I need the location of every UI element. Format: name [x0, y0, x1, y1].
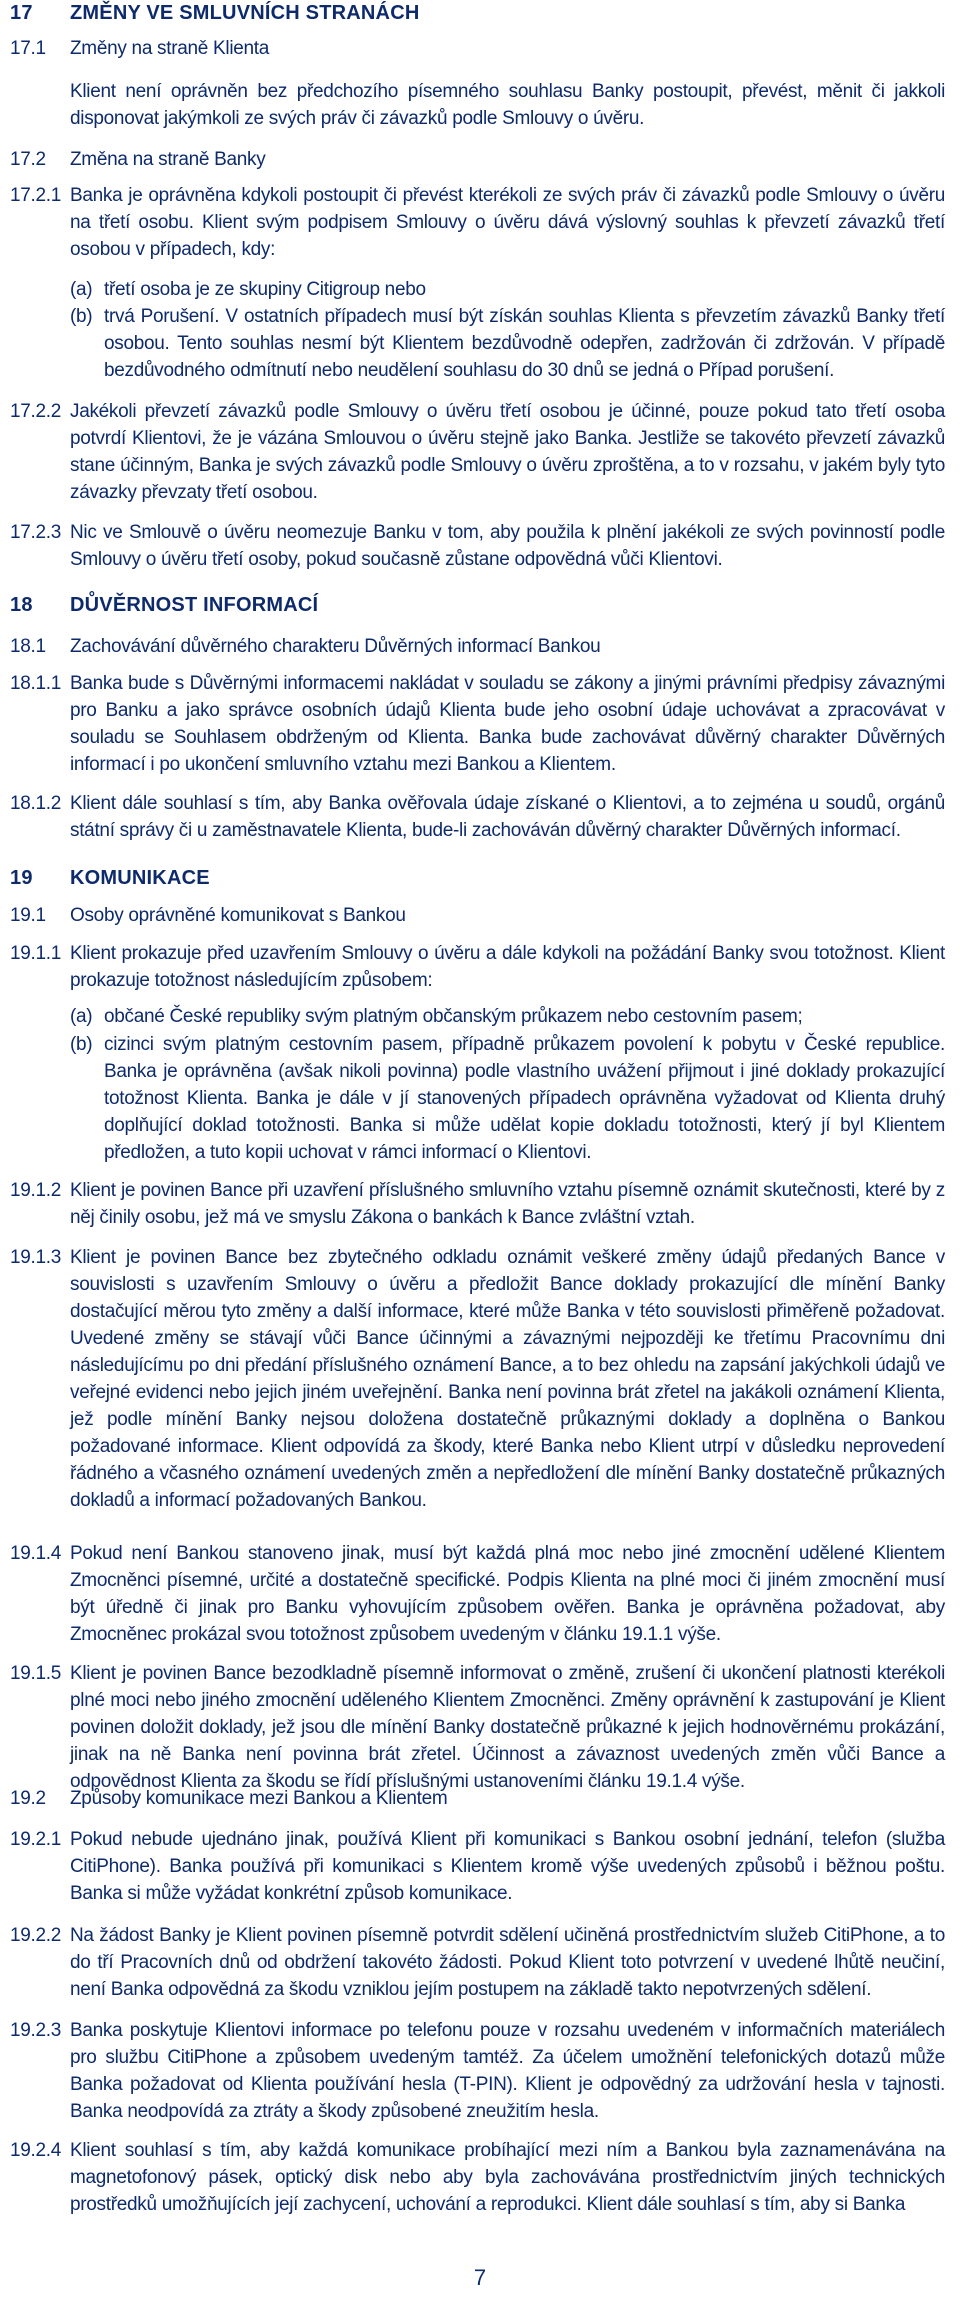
list-text: cizinci svým platným cestovním pasem, případně průkazem povolení k pobytu v České republice. Banka je oprávněna (avšak nikoli povinna) podle vlastního uvážení přijmout i jiné doklady prokazující totožnost Klienta. Banka je dále v jí stanovených případech oprávněna vyžadovat od Klienta druhý doplňující doklad totožnosti. Banka si může udělat kopie dokladu totožnosti, který jí byl Klientem předložen, a tuto kopii uchovat v rámci informací o Klientovi. [104, 1034, 945, 1163]
section-title: Změna na straně Banky [70, 149, 266, 170]
section-heading-19 [10, 865, 945, 892]
clause-number: 17.2.3 [10, 522, 62, 543]
clause-text: Klient je povinen Bance bez zbytečného odkladu oznámit veškeré změny údajů předaných Bance v souvislosti s uzavřením Smlouvy o úvěru a předložit Bance doklady prokazující dle mínění Banky dostačující měrou tyto změny a další informace, které může Banka v této souvislosti přiměřeně požadovat. Uvedené změny se stávají vůči Bance účinnými a závaznými nejpozději ke třetímu Pracovnímu dni následujícímu po dni předání příslušného oznámení Bance, a to bez ohledu na zapsání jakýchkoli údajů ve veřejné evidenci nebo jejich jiném uveřejnění. Banka není povinna brát zřetel na jakákoli oznámení Klienta, jež podle mínění Banky nejsou doložena dostatečně průkaznými doklady a doplněna o Bankou požadované informace. Klient odpovídá za škody, které Banka nebo Klient utrpí v důsledku neprovedení řádného a včasného oznámení uvedených změn a nepředložení dle mínění Banky dostatečně průkazných dokladů a informací požadovaných Bankou. [70, 1247, 945, 1511]
section-number: 17.2 [10, 149, 46, 170]
clause-number: 19.2.3 [10, 2020, 62, 2041]
list-item-a [70, 276, 945, 303]
subsection-heading-18-1 [10, 633, 945, 660]
clause-19-2-3 [10, 2017, 945, 2125]
clause-19-2-2 [10, 1922, 945, 2003]
list-item-b [70, 303, 945, 384]
list-item-a [70, 1003, 945, 1030]
clause-number: 17.2.1 [10, 185, 62, 206]
clause-number: 19.1.2 [10, 1180, 62, 1201]
clause-19-1-5 [10, 1660, 945, 1795]
clause-number: 19.1.4 [10, 1543, 62, 1564]
list-item-b [70, 1031, 945, 1166]
clause-text: Pokud není Bankou stanoveno jinak, musí být každá plná moc nebo jiné zmocnění udělené Klientem Zmocněnci písemné, určité a dostatečně specifické. Podpis Klienta na plné moci či jiném zmocnění musí být úředně či jinak pro Banku vyhovujícím způsobem ověřen. Banka je oprávněna požadovat, aby Zmocněnec prokázal svou totožnost způsobem uvedeným v článku 19.1.1 výše. [70, 1543, 945, 1645]
clause-text: Banka je oprávněna kdykoli postoupit či převést kterékoli ze svých práv či závazků podle Smlouvy o úvěru na třetí osobu. Klient svým podpisem Smlouvy o úvěru dává výslovný souhlas k převzetí závazků třetí osobou v případech, kdy: [70, 185, 945, 260]
clause-text: Pokud nebude ujednáno jinak, používá Klient při komunikaci s Bankou osobní jednání, telefon (služba CitiPhone). Banka používá při komunikaci s Klientem kromě výše uvedených způsobů i běžnou poštu. Banka si může vyžádat konkrétní způsob komunikace. [70, 1829, 945, 1904]
clause-19-2-1 [10, 1826, 945, 1907]
subsection-heading-17-2 [10, 146, 945, 173]
section-title: DŮVĚRNOST INFORMACÍ [70, 594, 319, 616]
section-number: 19.1 [10, 905, 46, 926]
list-label: (b) [70, 306, 93, 327]
section-title: Zachovávání důvěrného charakteru Důvěrných informací Bankou [70, 636, 601, 657]
clause-19-2-4 [10, 2137, 945, 2218]
section-heading-17 [10, 0, 945, 27]
clause-number: 18.1.1 [10, 673, 62, 694]
clause-17-2-2 [10, 398, 945, 506]
clause-17-2-3 [10, 519, 945, 573]
clause-text: Jakékoli převzetí závazků podle Smlouvy o úvěru třetí osobou je účinné, pouze pokud tato třetí osoba potvrdí Klientovi, že je vázána Smlouvou o úvěru stejně jako Banka. Jestliže se takovéto převzetí závazků stane účinným, Banka je svých závazků podle Smlouvy o úvěru zproštěna, a to v rozsahu, v jakém byly tyto závazky převzaty třetí osobou. [70, 401, 945, 503]
section-number: 18.1 [10, 636, 46, 657]
clause-number: 19.2.4 [10, 2140, 62, 2161]
subsection-heading-17-1 [10, 35, 945, 62]
section-title: Způsoby komunikace mezi Bankou a Klientem [70, 1788, 448, 1809]
clause-number: 17.2.2 [10, 401, 62, 422]
list-label: (a) [70, 1006, 93, 1027]
clause-text: Klient dále souhlasí s tím, aby Banka ověřovala údaje získané o Klientovi, a to zejména u soudů, orgánů státní správy či u zaměstnavatele Klienta, bude-li zachováván důvěrný charakter Důvěrných informací. [70, 793, 945, 841]
clause-text: Klient prokazuje před uzavřením Smlouvy o úvěru a dále kdykoli na požádání Banky svou totožnost. Klient prokazuje totožnost následujícím způsobem: [70, 943, 945, 991]
list-text: občané České republiky svým platným občanským průkazem nebo cestovním pasem; [104, 1006, 803, 1027]
list-label: (a) [70, 279, 93, 300]
clause-number: 19.1.3 [10, 1247, 62, 1268]
subsection-heading-19-2 [10, 1785, 945, 1812]
page-number: 7 [473, 2265, 487, 2290]
clause-text: Na žádost Banky je Klient povinen písemně potvrdit sdělení učiněná prostřednictvím služeb CitiPhone, a to do tří Pracovních dnů od obdržení takovéto žádosti. Pokud Klient toto potvrzení v uvedené lhůtě neučiní, není Banka odpovědná za škodu vzniklou jejím postupem na základě takto nepotvrzených sdělení. [70, 1925, 945, 2000]
clause-19-1-4 [10, 1540, 945, 1648]
section-title: Změny na straně Klienta [70, 38, 270, 59]
section-number: 19 [10, 867, 33, 889]
list-text: trvá Porušení. V ostatních případech musí být získán souhlas Klienta s převzetím závazků Banky třetí osobou. Tento souhlas nesmí být Klientem bezdůvodně odepřen, zadržován či zdržován. V případě bezdůvodného odmítnutí nebo neudělení souhlasu do 30 dnů se jedná o Případ porušení. [104, 306, 945, 381]
clause-text: Banka bude s Důvěrnými informacemi nakládat v souladu se zákony a jinými právními předpisy závaznými pro Banku a jako správce osobních údajů Klienta bude jeho osobní údaje uchovávat a zpracovávat v souladu se Souhlasem obdrženým od Klienta. Banka bude zachovávat důvěrný charakter Důvěrných informací i po ukončení smluvního vztahu mezi Bankou a Klientem. [70, 673, 945, 775]
section-number: 19.2 [10, 1788, 46, 1809]
paragraph-17-1: Klient není oprávněn bez předchozího písemného souhlasu Banky postoupit, převést, měnit či jakkoli disponovat jakýmkoli ze svých práv či závazků podle Smlouvy o úvěru. [70, 81, 945, 129]
clause-19-1-3 [10, 1244, 945, 1514]
section-number: 18 [10, 594, 33, 616]
clause-number: 19.2.2 [10, 1925, 62, 1946]
section-title: Osoby oprávněné komunikovat s Bankou [70, 905, 406, 926]
clause-number: 19.2.1 [10, 1829, 62, 1850]
clause-text: Nic ve Smlouvě o úvěru neomezuje Banku v tom, aby použila k plnění jakékoli ze svých povinností podle Smlouvy o úvěru třetí osoby, pokud současně zůstane odpovědná vůči Klientovi. [70, 522, 945, 570]
clause-19-1-2 [10, 1177, 945, 1231]
clause-17-2-1 [10, 182, 945, 263]
subsection-heading-19-1 [10, 902, 945, 929]
clause-text: Banka poskytuje Klientovi informace po telefonu pouze v rozsahu uvedeném v informačních materiálech pro službu CitiPhone a způsobem uvedeným tamtéž. Za účelem umožnění telefonických dotazů může Banka požadovat od Klienta používání hesla (T-PIN). Klient je odpovědný za udržování hesla v tajnosti. Banka neodpovídá za ztráty a škody způsobené zneužitím hesla. [70, 2020, 945, 2122]
clause-18-1-2 [10, 790, 945, 844]
section-heading-18 [10, 592, 945, 619]
clause-text: Klient souhlasí s tím, aby každá komunikace probíhající mezi ním a Bankou byla zaznamenávána na magnetofonový pásek, optický disk nebo aby byla zachovávána prostřednictvím jiných technických prostředků umožňujících její zachycení, uchování a reprodukci. Klient dále souhlasí s tím, aby si Banka [70, 2140, 945, 2215]
list-text: třetí osoba je ze skupiny Citigroup nebo [104, 279, 426, 300]
section-number: 17.1 [10, 38, 46, 59]
section-number: 17 [10, 2, 33, 24]
section-title: ZMĚNY VE SMLUVNÍCH STRANÁCH [70, 2, 420, 24]
clause-18-1-1 [10, 670, 945, 778]
clause-number: 19.1.1 [10, 943, 62, 964]
section-title: KOMUNIKACE [70, 867, 210, 889]
clause-number: 19.1.5 [10, 1663, 62, 1684]
clause-19-1-1 [10, 940, 945, 994]
clause-text: Klient je povinen Bance bezodkladně písemně informovat o změně, zrušení či ukončení platnosti kterékoli plné moci nebo jiného zmocnění uděleného Klientem Zmocněnci. Změny oprávnění k zastupování je Klient povinen doložit doklady, jež jsou dle mínění Banky dostatečně průkazné k jejich hodnověrnému prokázání, jinak na ně Banka není povinna brát zřetel. Účinnost a závaznost uvedených změn vůči Bance a odpovědnost Klienta za škodu se řídí příslušnými ustanoveními článku 19.1.4 výše. [70, 1663, 945, 1792]
list-label: (b) [70, 1034, 93, 1055]
clause-text: Klient je povinen Bance při uzavření příslušného smluvního vztahu písemně oznámit skutečnosti, které by z něj činily osobu, jež má ve smyslu Zákona o bankách k Bance zvláštní vztah. [70, 1180, 945, 1228]
clause-number: 18.1.2 [10, 793, 62, 814]
